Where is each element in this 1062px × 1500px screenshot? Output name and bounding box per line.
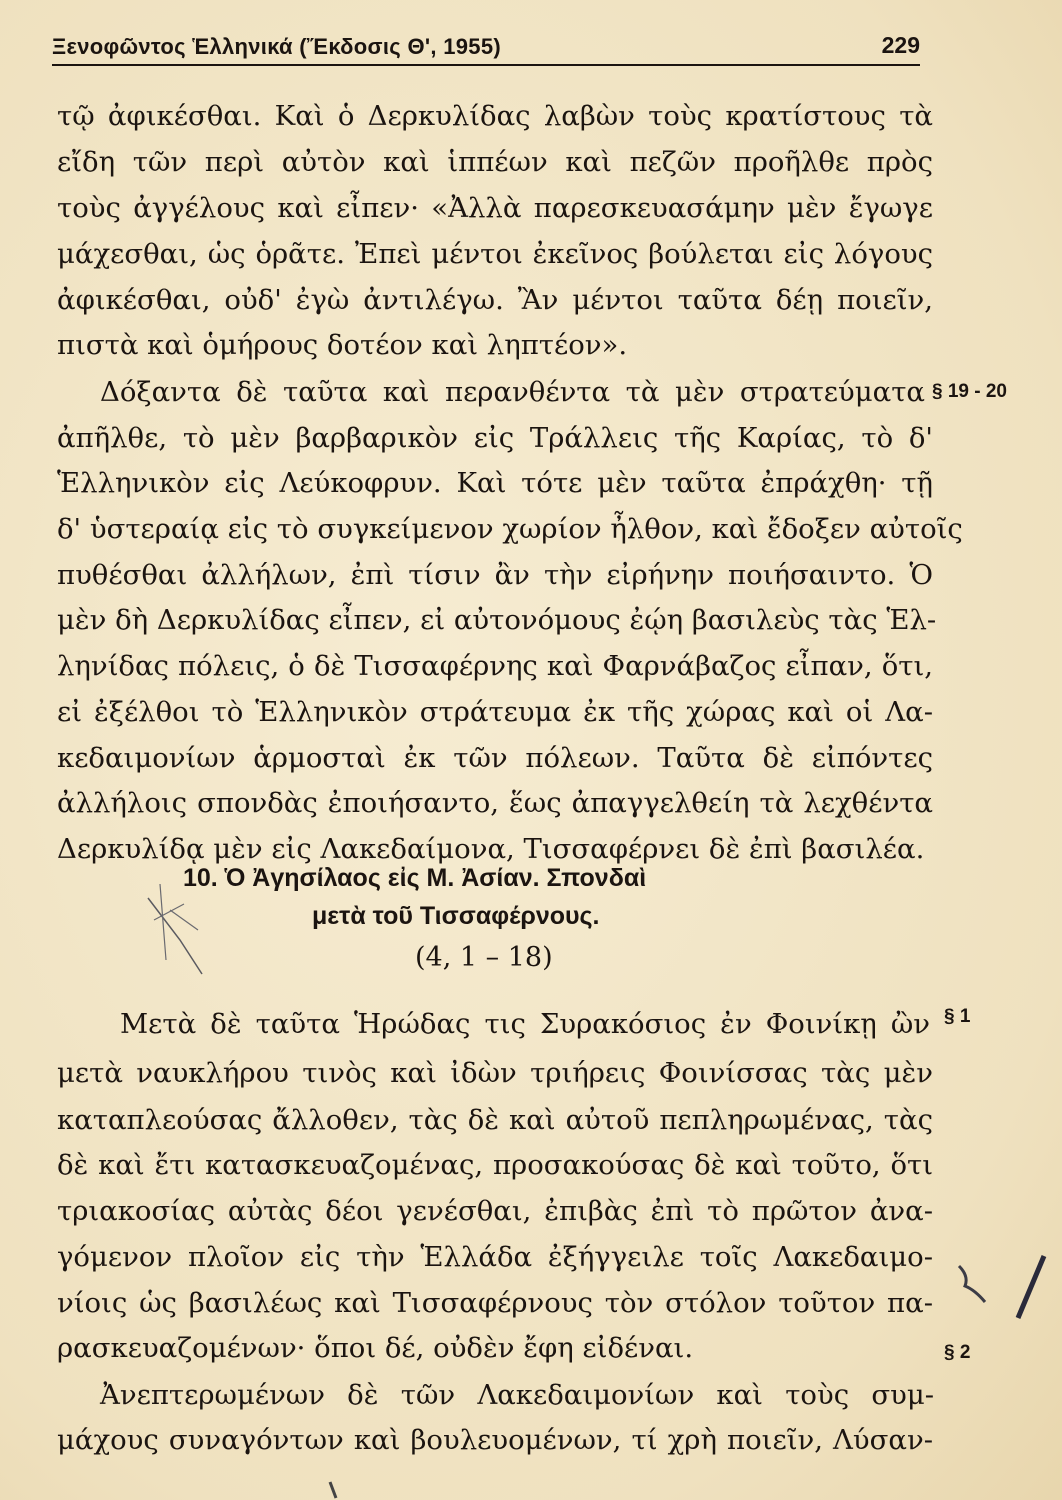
text-line: Μετὰ δὲ ταῦτα Ἡρώδας τις Συρακόσιος ἐν Φοινίκῃ ὢν xyxy=(120,1008,930,1040)
pencil-mark-icon xyxy=(955,1258,1005,1328)
text-line: μάχεσθαι, ὡς ὁρᾶτε. Ἐπεὶ μέντοι ἐκεῖνος βούλεται εἰς λόγους xyxy=(57,238,933,270)
text-line: μὲν δὴ Δερκυλίδας εἶπεν, εἰ αὐτονόμους ἐῴη βασιλεὺς τὰς Ἑλ- xyxy=(57,604,937,636)
section-range: (4, 1 – 18) xyxy=(415,942,553,973)
text-line: κεδαιμονίων ἁρμοσταὶ ἐκ τῶν πόλεων. Ταῦτα δὲ εἰπόντες xyxy=(57,742,933,774)
text-line: πιστὰ καὶ ὁμήρους δοτέον καὶ ληπτέον». xyxy=(57,329,628,361)
text-line: Ἑλληνικὸν εἰς Λεύκοφρυν. Καὶ τότε μὲν ταῦτα ἐπράχθη· τῇ xyxy=(57,467,933,499)
text-line: ἀλλήλοις σπονδὰς ἐποιήσαντο, ἕως ἀπαγγελθείη τὰ λεχθέντα xyxy=(57,787,933,819)
text-line: μετὰ ναυκλήρου τινὸς καὶ ἰδὼν τριήρεις Φοινίσσας τὰς μὲν xyxy=(57,1057,933,1089)
section-heading: 10. Ὁ Ἀγησίλαος εἰς Μ. Ἀσίαν. Σπονδαὶ xyxy=(183,864,647,892)
text-line: μάχους συναγόντων καὶ βουλευομένων, τί χρὴ ποιεῖν, Λύσαν- xyxy=(57,1424,933,1456)
page-header xyxy=(52,24,920,64)
running-title: Ξενοφῶντος Ἑλληνικά (Ἔκδοσις Θ', 1955) xyxy=(52,34,501,59)
section-reference: § 2 xyxy=(944,1342,971,1363)
text-line: ρασκευαζομένων· ὅποι δέ, οὐδὲν ἔφη εἰδέναι. xyxy=(57,1332,694,1364)
pencil-dash-icon xyxy=(300,1480,360,1500)
text-line: νίοις ὡς βασιλέως καὶ Τισσαφέρνους τὸν στόλον τοῦτον πα- xyxy=(57,1287,933,1319)
text-line: Δόξαντα δὲ ταῦτα καὶ περανθέντα τὰ μὲν στρατεύματα xyxy=(100,376,925,408)
page-number: 229 xyxy=(881,32,920,58)
text-line: ἀφικέσθαι, οὐδ' ἐγὼ ἀντιλέγω. Ἂν μέντοι ταῦτα δέῃ ποιεῖν, xyxy=(57,284,933,316)
text-line: δὲ καὶ ἔτι κατασκευαζομένας, προσακούσας δὲ καὶ τοῦτο, ὅτι xyxy=(57,1149,933,1181)
text-line: τοὺς ἀγγέλους καὶ εἶπεν· «Ἀλλὰ παρεσκευασάμην μὲν ἔγωγε xyxy=(57,192,933,224)
section-reference: § 19 - 20 xyxy=(932,381,1007,402)
text-line: τῷ ἀφικέσθαι. Καὶ ὁ Δερκυλίδας λαβὼν τοὺς κρατίστους τὰ xyxy=(57,100,933,132)
text-line: πυθέσθαι ἀλλήλων, ἐπὶ τίσιν ἂν τὴν εἰρήνην ποιήσαιντο. Ὁ xyxy=(57,559,933,591)
section-reference: § 1 xyxy=(944,1006,971,1027)
text-line: Δερκυλίδᾳ μὲν εἰς Λακεδαίμονα, Τισσαφέρνει δὲ ἐπὶ βασιλέα. xyxy=(57,833,925,865)
pencil-stroke-icon xyxy=(1012,1252,1052,1322)
text-line: καταπλεούσας ἄλλοθεν, τὰς δὲ καὶ αὐτοῦ πεπληρωμένας, τὰς xyxy=(57,1104,933,1136)
text-line: ἀπῆλθε, τὸ μὲν βαρβαρικὸν εἰς Τράλλεις τῆς Καρίας, τὸ δ' xyxy=(57,422,933,454)
text-line: γόμενον πλοῖον εἰς τὴν Ἑλλάδα ἐξήγγειλε τοῖς Λακεδαιμο- xyxy=(57,1241,933,1273)
text-line: δ' ὑστεραίᾳ εἰς τὸ συγκείμενον χωρίον ἦλθον, καὶ ἔδοξεν αὐτοῖς xyxy=(57,513,963,545)
section-heading-continued: μετὰ τοῦ Τισσαφέρνους. xyxy=(312,902,600,930)
text-line: εἴδη τῶν περὶ αὐτὸν καὶ ἱππέων καὶ πεζῶν προῆλθε πρὸς xyxy=(57,146,933,178)
header-rule xyxy=(52,64,920,66)
text-line: εἰ ἐξέλθοι τὸ Ἑλληνικὸν στράτευμα ἐκ τῆς χώρας καὶ οἱ Λα- xyxy=(57,696,933,728)
text-line: ληνίδας πόλεις, ὁ δὲ Τισσαφέρνης καὶ Φαρνάβαζος εἶπαν, ὅτι, xyxy=(57,650,933,682)
text-line: τριακοσίας αὐτὰς δέοι γενέσθαι, ἐπιβὰς ἐπὶ τὸ πρῶτον ἀνα- xyxy=(57,1195,933,1227)
text-line: Ἀνεπτερωμένων δὲ τῶν Λακεδαιμονίων καὶ τοὺς συμ- xyxy=(100,1379,934,1411)
